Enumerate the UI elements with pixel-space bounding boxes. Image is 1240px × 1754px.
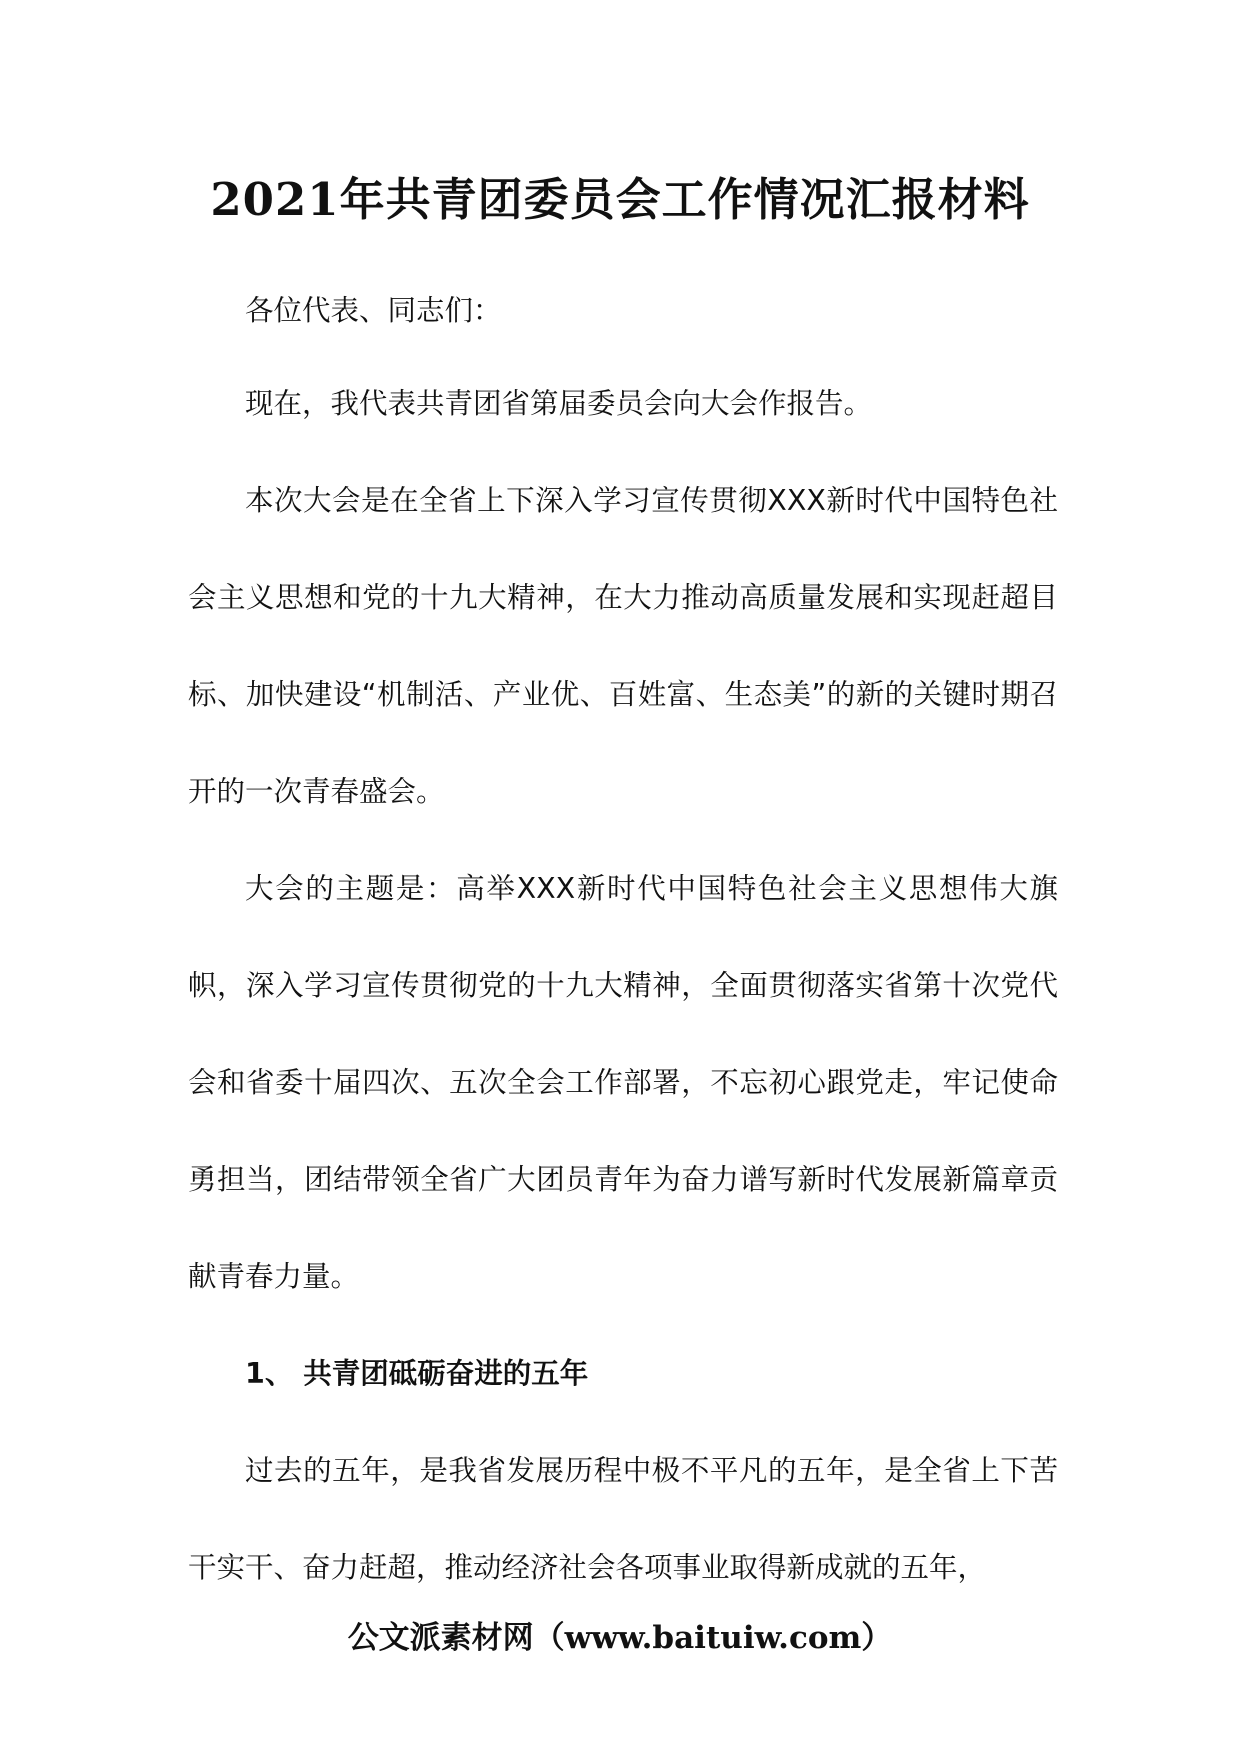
paragraph-past-five-years: 过去的五年，是我省发展历程中极不平凡的五年，是全省上下苦干实干、奋力赶超，推动经济社会各项事业取得新成就的五年， bbox=[188, 1454, 1058, 1584]
document-title: 2021年共青团委员会工作情况汇报材料 bbox=[210, 173, 1030, 226]
footer-source: 公文派素材网（www.baituiw.com） bbox=[347, 1620, 893, 1656]
section-heading: 1、 共青团砥砺奋进的五年 bbox=[245, 1357, 589, 1390]
paragraph-report-intro: 现在，我代表共青团省第届委员会向大会作报告。 bbox=[245, 387, 873, 420]
document-body bbox=[188, 262, 1058, 1616]
paragraph-conference-theme: 大会的主题是：高举XXX新时代中国特色社会主义思想伟大旗帜，深入学习宣传贯彻党的十九大精神，全面贯彻落实省第十次党代会和省委十届四次、五次全会工作部署，不忘初心跟党走，牢记使命勇担当，团结带领全省广大团员青年为奋力谱写新时代发展新篇章贡献青春力量。 bbox=[188, 872, 1058, 1293]
paragraph-conference-context: 本次大会是在全省上下深入学习宣传贯彻XXX新时代中国特色社会主义思想和党的十九大精神，在大力推动高质量发展和实现赶超目标、加快建设“机制活、产业优、百姓富、生态美”的新的关键时期召开的一次青春盛会。 bbox=[188, 484, 1058, 808]
salutation: 各位代表、同志们： bbox=[245, 294, 502, 327]
